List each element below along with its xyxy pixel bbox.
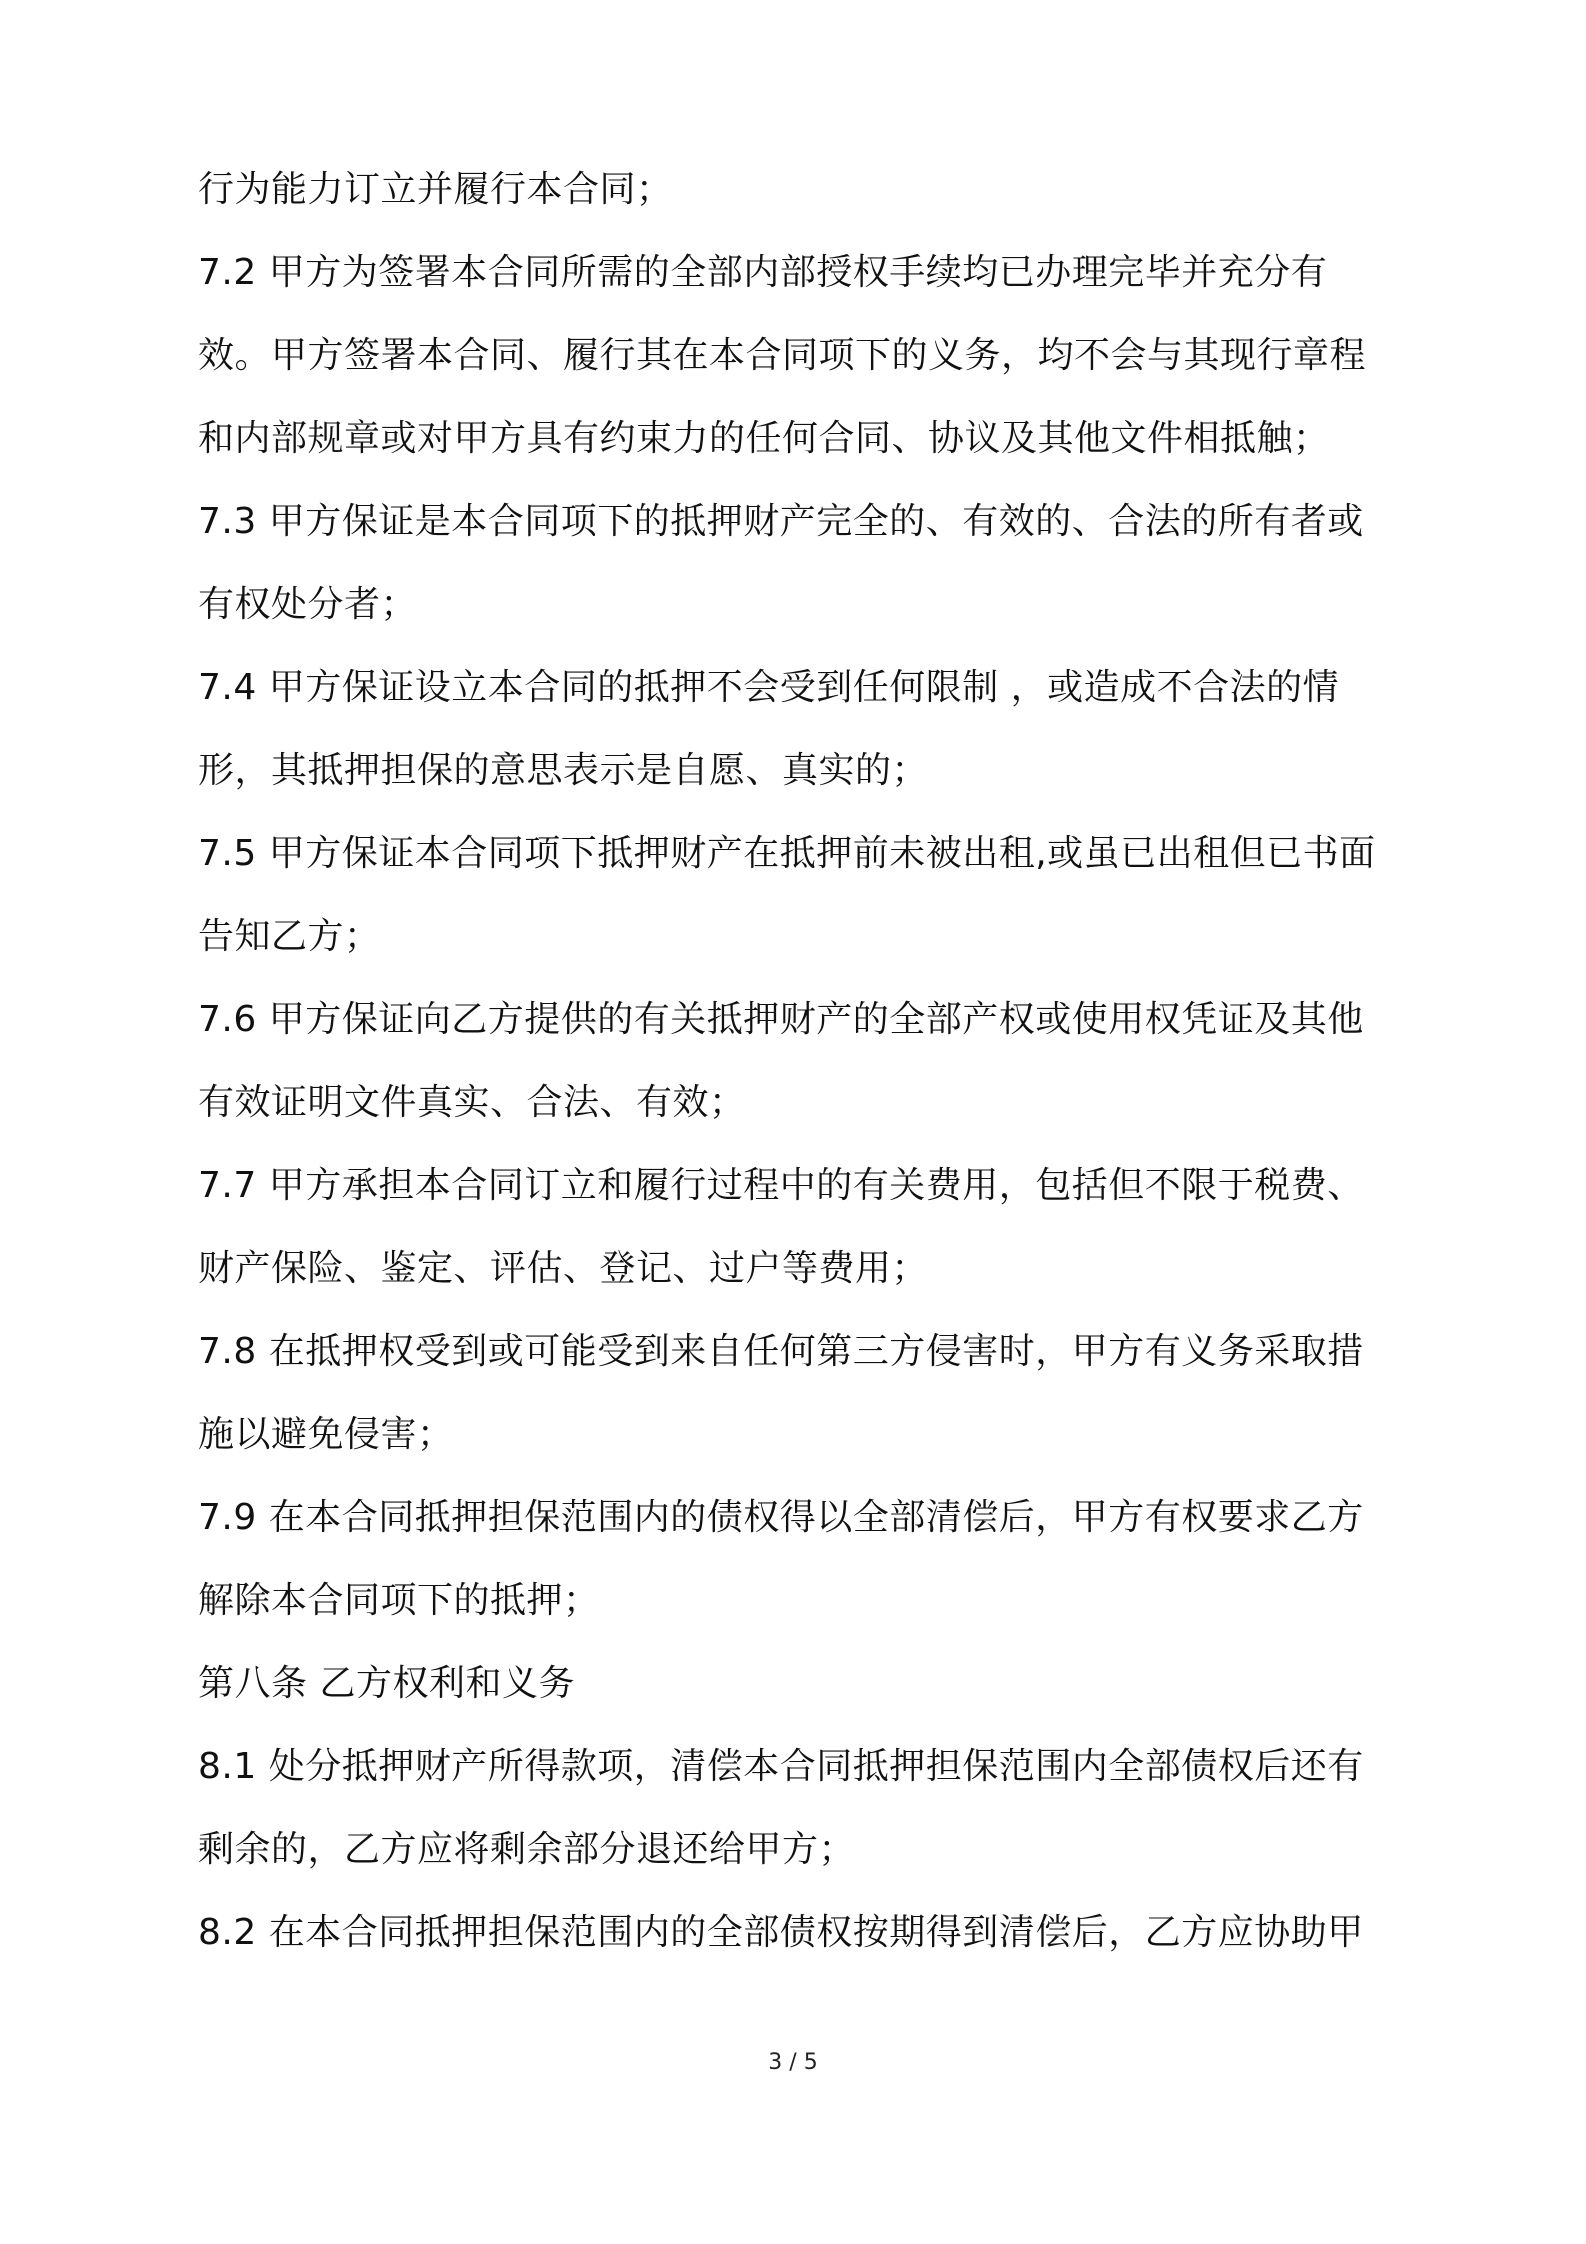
text-line: 8.1 处分抵押财产所得款项，清偿本合同抵押担保范围内全部债权后还有 [198,1746,1364,1787]
text-line: 7.3 甲方保证是本合同项下的抵押财产完全的、有效的、合法的所有者或 [198,501,1364,542]
text-line: 7.4 甲方保证设立本合同的抵押不会受到任何限制 ，或造成不合法的情 [198,667,1340,708]
text-line: 有效证明文件真实、合法、有效； [198,1082,746,1123]
text-line: 7.5 甲方保证本合同项下抵押财产在抵押前未被出租,或虽已出租但已书面 [198,833,1376,874]
text-line: 剩余的，乙方应将剩余部分退还给甲方； [198,1829,856,1870]
page-number: 3 / 5 [768,2050,818,2075]
text-line: 效。甲方签署本合同、履行其在本合同项下的义务，均不会与其现行章程 [198,335,1367,376]
text-line: 财产保险、鉴定、评估、登记、过户等费用； [198,1248,929,1289]
text-line: 解除本合同项下的抵押； [198,1580,600,1621]
text-line: 和内部规章或对甲方具有约束力的任何合同、协议及其他文件相抵触； [198,418,1330,459]
contract-body [198,148,1398,1974]
text-line: 7.9 在本合同抵押担保范围内的债权得以全部清偿后，甲方有权要求乙方 [198,1497,1364,1538]
section-heading: 第八条 乙方权利和义务 [198,1663,575,1704]
text-line: 7.7 甲方承担本合同订立和履行过程中的有关费用，包括但不限于税费、 [198,1165,1364,1206]
text-line: 有权处分者； [198,584,418,625]
text-line: 7.6 甲方保证向乙方提供的有关抵押财产的全部产权或使用权凭证及其他 [198,999,1364,1040]
text-line: 施以避免侵害； [198,1414,454,1455]
text-line: 形，其抵押担保的意思表示是自愿、真实的； [198,750,929,791]
text-line: 告知乙方； [198,916,381,957]
text-line: 7.2 甲方为签署本合同所需的全部内部授权手续均已办理完毕并充分有 [198,252,1328,293]
text-line: 7.8 在抵押权受到或可能受到来自任何第三方侵害时，甲方有义务采取措 [198,1331,1364,1372]
text-line: 行为能力订立并履行本合同； [198,169,673,210]
text-line: 8.2 在本合同抵押担保范围内的全部债权按期得到清偿后，乙方应协助甲 [198,1912,1364,1953]
